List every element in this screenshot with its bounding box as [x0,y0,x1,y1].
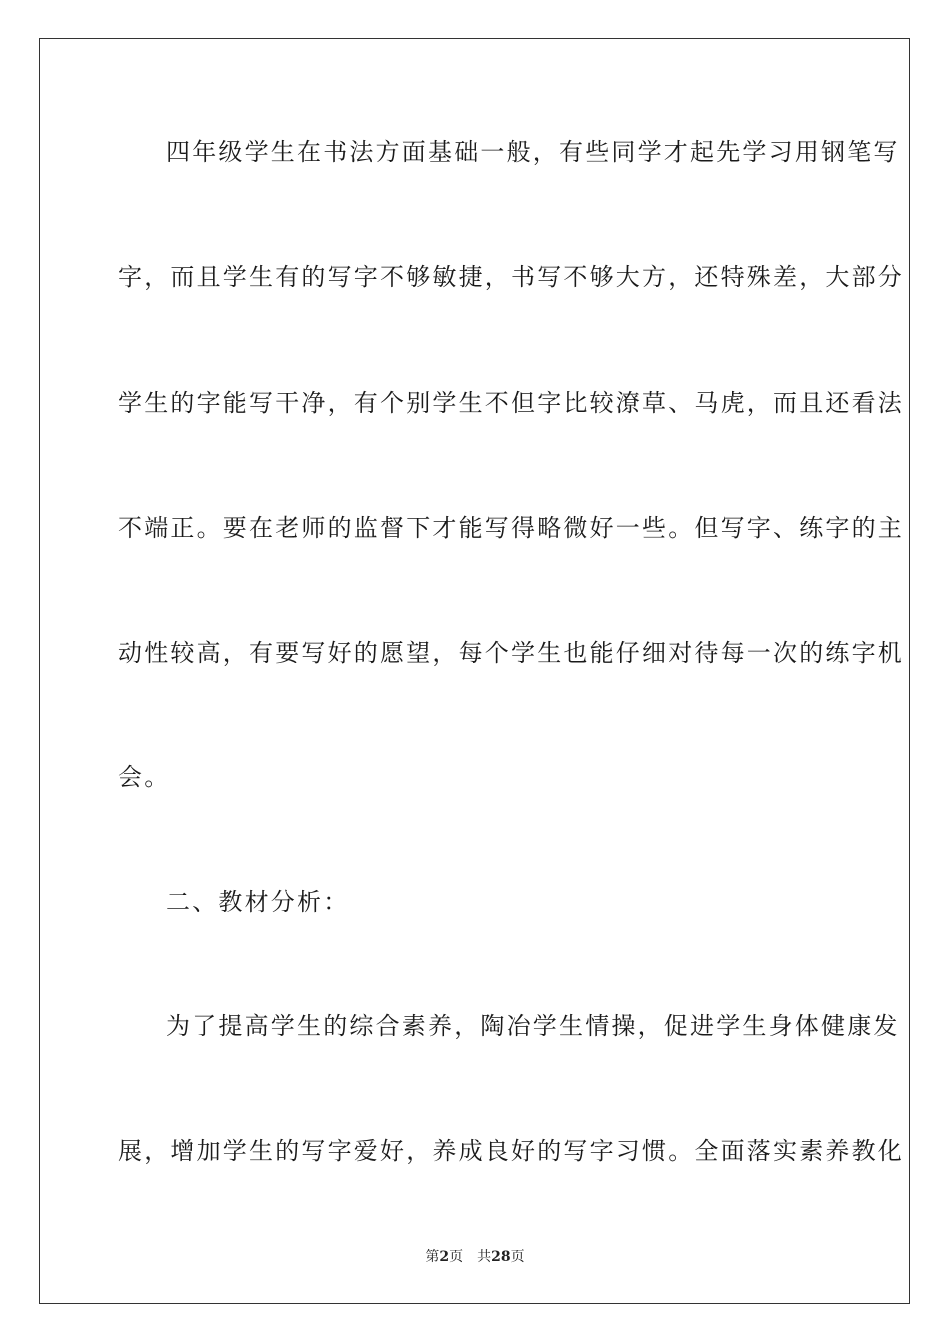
page-footer [0,1248,950,1266]
total-pages: 28 [491,1249,511,1265]
paragraph-line: 动性较高，有要写好的愿望，每个学生也能仔细对待每一次的练字机 [118,639,904,667]
total-prefix: 共 [477,1249,492,1265]
paragraph-line: 为了提高学生的综合素养，陶冶学生情操，促进学生身体健康发 [166,1012,900,1040]
page-prefix: 第 [425,1249,440,1265]
page-number: 2 [439,1249,450,1265]
paragraph-line: 字，而且学生有的写字不够敏捷，书写不够大方，还特殊差，大部分 [118,263,904,291]
total-suffix: 页 [510,1249,525,1265]
paragraph-line: 四年级学生在书法方面基础一般，有些同学才起先学习用钢笔写 [166,138,900,166]
page-frame [39,38,910,1304]
paragraph-line: 会。 [118,763,171,791]
paragraph-line: 不端正。要在老师的监督下才能写得略微好一些。但写字、练字的主 [118,514,904,542]
paragraph-line: 学生的字能写干净，有个别学生不但字比较潦草、马虎，而且还看法 [118,389,904,417]
section-heading: 二、教材分析： [166,888,350,916]
page-suffix: 页 [449,1249,464,1265]
paragraph-line: 展，增加学生的写字爱好，养成良好的写字习惯。全面落实素养教化 [118,1137,904,1165]
